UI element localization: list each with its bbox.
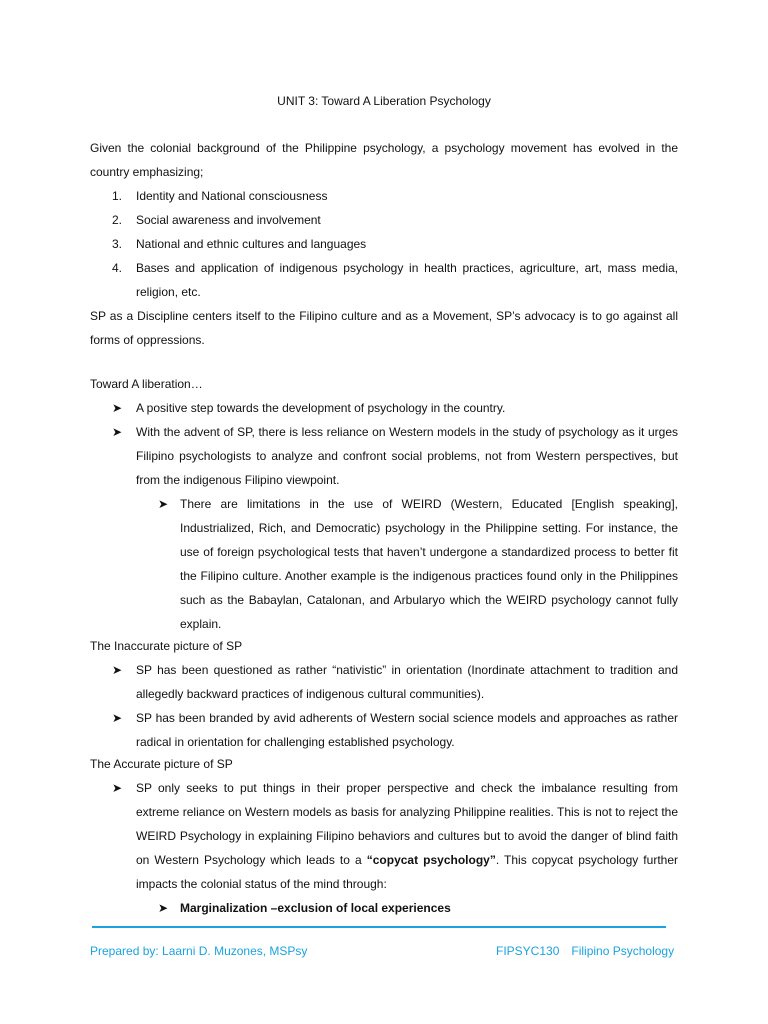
list-item bbox=[136, 492, 678, 636]
bullet-text: SP has been questioned as rather “nativistic” in orientation (Inordinate attachment to tradition and allegedly backward practices of indigenous cultural communities). bbox=[136, 663, 678, 701]
sub-bullet-list bbox=[136, 492, 678, 636]
list-item bbox=[90, 776, 678, 920]
list-number: 2. bbox=[112, 213, 123, 227]
section-heading: The Inaccurate picture of SP bbox=[90, 639, 243, 653]
sub-bullet-text: There are limitations in the use of WEIRD (Western, Educated [English speaking], Industrialized, Rich, and Democratic) psychology in the Philippine setting. For instance, the use of foreign psychological tests that haven’t undergone a standardized process to better fit the Filipino culture. Another example is the indigenous practices found only in the Philippines such as the Babaylan, Catalonan, and Arbularyo which the WEIRD psychology cannot fully explain. bbox=[180, 497, 678, 631]
arrow-bullet-icon: ➤ bbox=[112, 425, 123, 439]
list-number: 4. bbox=[112, 261, 123, 275]
section-inaccurate bbox=[90, 634, 678, 754]
list-item bbox=[90, 208, 678, 232]
arrow-bullet-icon: ➤ bbox=[158, 497, 169, 511]
footer-course-name: Filipino Psychology bbox=[571, 944, 675, 958]
list-item bbox=[90, 184, 678, 208]
emphasis-list bbox=[90, 184, 678, 304]
list-item bbox=[90, 658, 678, 706]
section-heading: The Accurate picture of SP bbox=[90, 757, 233, 771]
intro-block bbox=[90, 136, 678, 352]
bullet-list bbox=[90, 396, 678, 636]
bullet-text: SP has been branded by avid adherents of Western social science models and approaches as rather radical in orientation for challenging established psychology. bbox=[136, 711, 678, 749]
list-text: Identity and National consciousness bbox=[136, 189, 328, 203]
footer-author: Prepared by: Laarni D. Muzones, MSPsy bbox=[90, 944, 308, 958]
bullet-text: With the advent of SP, there is less reliance on Western models in the study of psychology as it urges Filipino psychologists to analyze and confront social problems, not from Western perspectives, but from the indigenous Filipino viewpoint. bbox=[136, 425, 678, 487]
list-item bbox=[90, 396, 678, 420]
footer-course-code: FIPSYC130 bbox=[496, 944, 560, 958]
bullet-text: A positive step towards the development of psychology in the country. bbox=[136, 401, 506, 415]
arrow-bullet-icon: ➤ bbox=[112, 401, 123, 415]
list-item bbox=[136, 896, 678, 920]
footer-divider bbox=[92, 926, 666, 928]
list-text: Social awareness and involvement bbox=[136, 213, 321, 227]
section-heading: Toward A liberation… bbox=[90, 377, 203, 391]
list-item bbox=[90, 420, 678, 636]
bullet-list bbox=[90, 776, 678, 920]
arrow-bullet-icon: ➤ bbox=[158, 901, 169, 915]
list-number: 1. bbox=[112, 189, 123, 203]
sp-paragraph: SP as a Discipline centers itself to the Filipino culture and as a Movement, SP’s advocacy is to go against all forms of oppressions. bbox=[90, 309, 678, 347]
page-title: UNIT 3: Toward A Liberation Psychology bbox=[277, 94, 491, 108]
bullet-list bbox=[90, 658, 678, 754]
bullet-text: . This copycat psychology further impacts the colonial status of the mind through: bbox=[136, 853, 678, 891]
arrow-bullet-icon: ➤ bbox=[112, 781, 123, 795]
list-item bbox=[90, 232, 678, 256]
arrow-bullet-icon: ➤ bbox=[112, 711, 123, 725]
sub-bullet-text: Marginalization –exclusion of local experiences bbox=[180, 901, 451, 915]
bullet-text: SP only seeks to put things in their proper perspective and check the imbalance resulting from extreme reliance on Western models as basis for analyzing Philippine realities. This is not to reject the WEIRD Psychology in explaining Filipino behaviors and cultures but to avoid the danger of blind faith on Western Psychology which leads to a bbox=[136, 781, 678, 867]
list-item bbox=[90, 706, 678, 754]
intro-paragraph: Given the colonial background of the Philippine psychology, a psychology movement has evolved in the country emphasizing; bbox=[90, 141, 678, 179]
bullet-bold-text: “copycat psychology” bbox=[366, 853, 496, 867]
section-accurate bbox=[90, 752, 678, 920]
list-item bbox=[90, 256, 678, 304]
sub-bullet-list bbox=[136, 896, 678, 920]
footer-course bbox=[496, 944, 674, 958]
list-text: Bases and application of indigenous psychology in health practices, agriculture, art, mass media, religion, etc. bbox=[136, 261, 678, 299]
section-liberation bbox=[90, 372, 678, 636]
list-text: National and ethnic cultures and languages bbox=[136, 237, 367, 251]
arrow-bullet-icon: ➤ bbox=[112, 663, 123, 677]
list-number: 3. bbox=[112, 237, 123, 251]
